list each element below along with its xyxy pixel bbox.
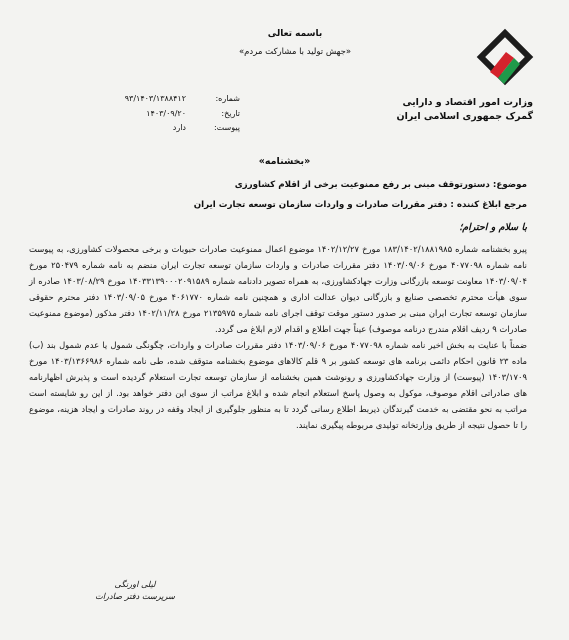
letter-date: ۱۴۰۳/۰۹/۲۰ <box>146 108 186 118</box>
letter-body <box>29 242 527 434</box>
circular-title: «بخشنامه» <box>258 156 311 167</box>
letter-meta <box>40 92 240 136</box>
letter-number: ۹۳/۱۴۰۳/۱۳۸۸۴۱۲ <box>124 94 186 103</box>
attachment-label: پیوست: <box>213 123 240 132</box>
greeting: با سلام و احترام؛ <box>459 222 527 233</box>
signature-block <box>95 578 175 602</box>
number-label: شماره: <box>215 94 240 103</box>
customs-logo <box>476 28 534 86</box>
signer-title: سرپرست دفتر صادرات <box>95 591 175 601</box>
header-organization <box>353 96 533 124</box>
organization-name: گمرک جمهوری اسلامی ایران <box>396 111 533 122</box>
body-paragraph-2: ضمناً با عنایت به بخش اخیر نامه شماره ۴۰۷۷۰۹۸ مورخ ۱۴۰۳/۰۹/۰۶ دفتر مقررات صادرات و واردات، چگونگی شمول یا عدم شمول بند (ب) ماده ۲۳ قانون احکام دائمی برنامه های توسعه کشور بر ۹ قلم کالاهای موضوع بخشنامه متوقف شده، طی نامه شماره ۱۴۰۳/۱۳۶۶۹۸۶ مورخ ۱۴۰۳/۱۷۰۹ (پیوست) از وزارت جهادکشاورزی و رونوشت همین بخشنامه از سازمان توسعه تجارت استعلام گردیده است و پذیرش اظهارنامه های صادراتی اقلام موصوف، موکول به وصول پاسخ استعلام انجام شده و ابلاغ مراتب از سوی این دفتر خواهد بود. از این رو شایسته است مراتب به نحو مقتضی به خدمت گیرندگان ذیربط اطلاع رسانی گردد تا به منظور جلوگیری از ایجاد وقفه در روند صادرات و ایجاد هزینه، موضوع را تا حصول نتیجه از طریق وزارتخانه تولیدی مربوطه پیگیری نمایند. <box>29 340 527 430</box>
attachment-value: دارد <box>172 123 186 132</box>
ministry-name: وزارت امور اقتصاد و دارایی <box>402 97 533 108</box>
body-paragraph-1: پیرو بخشنامه شماره ۱۸۳/۱۴۰۲/۱۸۸۱۹۸۵ مورخ ۱۴۰۲/۱۲/۲۷ موضوع اعمال ممنوعیت صادرات حبوبات و برخی محصولات کشاورزی، به پیوست نامه شماره ۴۰۷۷۰۹۸ مورخ ۱۴۰۳/۰۹/۰۶ دفتر مقررات صادرات و واردات سازمان توسعه تجارت ایران منضم به نامه شماره ۲۵۰۴۷۹ مورخ ۱۴۰۳/۰۹/۰۴ معاونت توسعه بازرگانی وزارت جهادکشاورزی، به همراه تصویر دادنامه شماره ۱۴۰۳۳۱۳۹۰۰۰۲۰۹۱۵۸۹ مورخ ۱۴۰۳/۰۸/۲۹ صادره از سوی هیأت محترم تخصصی صنایع و بازرگانی دیوان عدالت اداری و همچنین نامه شماره ۴۰۶۱۷۷۰ مورخ ۱۴۰۳/۰۹/۰۵ دفتر محترم حقوقی سازمان توسعه تجارت ایران مبنی بر صدور دستور موقت توقف اجرای نامه شماره ۲۱۳۵۹۷۵ مورخ ۱۴۰۲/۱۱/۲۸ دفتر مذکور (موضوع ممنوعیت صادرات ۹ ردیف اقلام مندرج درنامه موصوف) عیناً جهت اطلاع و اقدام لازم ابلاغ می گردد. <box>29 244 528 334</box>
letter-issuer: مرجع ابلاغ کننده : دفتر مقررات صادرات و واردات سازمان توسعه تجارت ایران <box>193 200 527 210</box>
letter-subject: موضوع: دستورتوقف مبنی بر رفع ممنوعیت برخی از اقلام کشاورزی <box>234 180 527 190</box>
motto: «جهش تولید با مشارکت مردم» <box>238 47 352 57</box>
date-label: تاریخ: <box>221 108 240 118</box>
bismillah: باسمه تعالی <box>267 29 323 39</box>
signer-name: لیلی اورنگی <box>114 579 156 589</box>
